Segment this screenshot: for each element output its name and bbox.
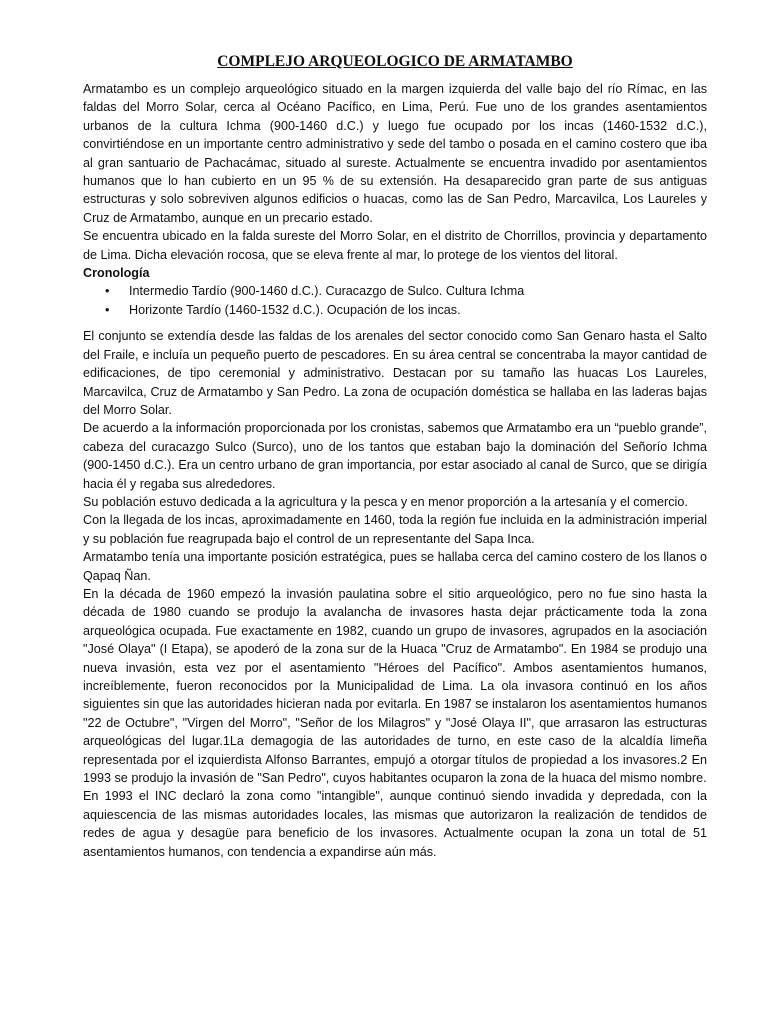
document-title: COMPLEJO ARQUEOLOGICO DE ARMATAMBO bbox=[217, 53, 573, 70]
paragraph-estrategica: Armatambo tenía una importante posición estratégica, pues se hallaba cerca del camino costero de los llanos o Qapaq Ñan. bbox=[83, 550, 707, 583]
chronology-item-horizonte: • Horizonte Tardío (1460-1532 d.C.). Ocupación de los incas. bbox=[129, 301, 707, 319]
paragraph-conjunto: El conjunto se extendía desde las faldas de los arenales del sector conocido como San Genaro hasta el Salto del Fraile, e incluía un pequeño puerto de pescadores. En su área central se concentraba la mayor cantidad de edificaciones, de tipo ceremonial y administrativo. Destacan por su tamaño las huacas Los Laureles, Marcavilca, Cruz de Armatambo y San Pedro. La zona de ocupación doméstica se hallaba en las laderas bajas del Morro Solar. bbox=[83, 329, 707, 417]
paragraph-intro-location: Armatambo es un complejo arqueológico situado en la margen izquierda del valle bajo del río Rímac, en las faldas del Morro Solar, cerca al Océano Pacífico, en Lima, Perú. Fue uno de los grandes asentamientos urbanos de la cultura Ichma (900-1460 d.C.) y luego fue ocupado por los incas (1460-1532 d.C.), convirtiéndose en un importante centro administrativo y sede del tambo o posada en el camino costero que iba al gran santuario de Pachacámac, situado al sureste. Actualmente se encuentra invadido por asentamientos humanos que lo han cubierto en un 95 % de su extensión. Ha desaparecido gran parte de sus antiguas estructuras y solo sobreviven algunos edificios o huacas, como las de San Pedro, Marcavilca, Los Laureles y Cruz de Armatambo, aunque en un precario estado. bbox=[83, 82, 707, 225]
chronology-list bbox=[83, 282, 707, 319]
chronology-heading: Cronología bbox=[83, 266, 150, 281]
paragraph-inc: En 1993 el INC declaró la zona como "intangible", aunque continuó siendo invadida y depredada, con la aquiescencia de las mismas autoridades locales, las mismas que autorizaron la realización de tendidos de redes de agua y desagüe para beneficio de los invasores. Actualmente ocupan la zona un total de 51 asentamientos humanos, con tendencia a expandirse aún más. bbox=[83, 789, 707, 859]
paragraph-cronistas: De acuerdo a la información proporcionada por los cronistas, sabemos que Armatambo era un “pueblo grande”, cabeza del curacazgo Sulco (Surco), uno de los tantos que estaban bajo la dominación del Señorío Ichma (900-1450 d.C.). Era un centro urbano de gran importancia, por estar asociado al canal de Surco, que se dirigía hacia él y regaba sus alrededores. bbox=[83, 421, 707, 491]
paragraph-poblacion: Su población estuvo dedicada a la agricultura y la pesca y en menor proporción a la artesanía y el comercio. bbox=[83, 494, 688, 509]
chronology-item-intermedio: • Intermedio Tardío (900-1460 d.C.). Curacazgo de Sulco. Cultura Ichma bbox=[129, 282, 707, 300]
paragraph-invasion: En la década de 1960 empezó la invasión paulatina sobre el sitio arqueológico, pero no fue sino hasta la década de 1980 cuando se produjo la avalancha de invasores hasta dejar prácticamente toda la zona arqueológica ocupada. Fue exactamente en 1982, cuando un grupo de invasores, agrupados en la asociación "José Olaya" (I Etapa), se apoderó de la zona sur de la Huaca "Cruz de Armatambo". En 1984 se produjo una nueva invasión, esta vez por el asentamiento "Héroes del Pacífico". Ambos asentamientos humanos, increíblemente, fueron reconocidos por la Municipalidad de Lima. La ola invasora continuó en los años siguientes sin que las autoridades hicieran nada por evitarla. En 1987 se instalaron los asentamientos humanos "22 de Octubre", "Virgen del Morro", "Señor de los Milagros" y "José Olaya II", que arrasaron las estructuras arqueológicas del lugar.1La demagogia de las autoridades de turno, en este caso de la alcaldía limeña representada por el izquierdista Alfonso Barrantes, empujó a otorgar títulos de propiedad a los invasores.2 En 1993 se produjo la invasión de "San Pedro", cuyos habitantes ocuparon la zona de la huaca del mismo nombre. bbox=[83, 586, 707, 786]
paragraph-intro-ubicacion: Se encuentra ubicado en la falda sureste del Morro Solar, en el distrito de Chorrillos, provincia y departamento de Lima. Dicha elevación rocosa, que se eleva frente al mar, lo protege de los vientos del litoral. bbox=[83, 229, 707, 262]
paragraph-incas: Con la llegada de los incas, aproximadamente en 1460, toda la región fue incluida en la administración imperial y su población fue reagrupada bajo el control de un representante del Sapa Inca. bbox=[83, 513, 707, 546]
